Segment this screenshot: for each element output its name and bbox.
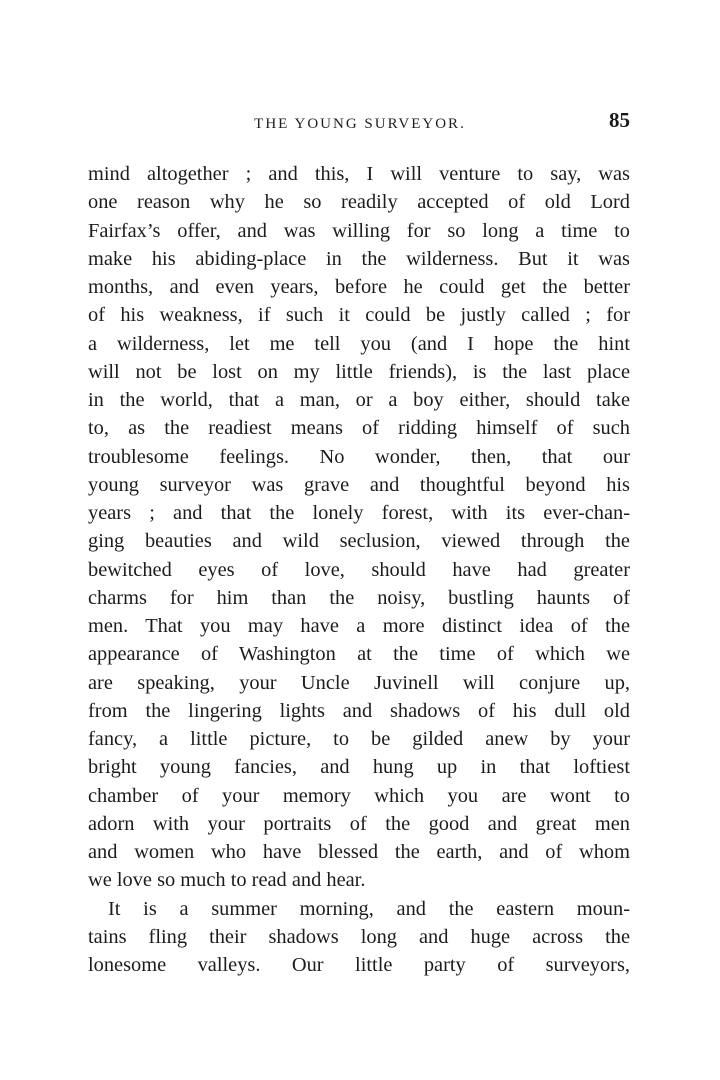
text-line: appearance of Washington at the time of which we xyxy=(88,643,630,666)
text-line: and women who have blessed the earth, and of whom xyxy=(88,841,630,863)
text-line: bright young fancies, and hung up in that loftiest xyxy=(88,756,630,779)
page-number: 85 xyxy=(609,108,630,132)
text-line: bewitched eyes of love, should have had greater xyxy=(88,558,630,581)
running-title: THE YOUNG SURVEYOR. xyxy=(254,116,466,132)
text-line: men. That you may have a more distinct idea of the xyxy=(88,615,630,637)
text-line: of his weakness, if such it could be justly called ; for xyxy=(88,304,630,327)
running-head xyxy=(88,108,632,138)
text-line: charms for him than the noisy, bustling haunts of xyxy=(88,586,630,609)
text-line: from the lingering lights and shadows of his dull old xyxy=(88,699,630,722)
text-line: make his abiding-place in the wilderness. But it was xyxy=(88,247,630,270)
text-line: tains fling their shadows long and huge across the xyxy=(88,925,630,948)
text-line: mind altogether ; and this, I will venture to say, was xyxy=(88,163,630,185)
text-line: chamber of your memory which you are wont to xyxy=(88,784,630,807)
text-line: adorn with your portraits of the good and great men xyxy=(88,812,630,835)
text-line: young surveyor was grave and thoughtful beyond his xyxy=(88,473,630,496)
text-line: we love so much to read and hear. xyxy=(88,869,366,892)
text-line: a wilderness, let me tell you (and I hope the hint xyxy=(88,332,630,355)
text-line: one reason why he so readily accepted of old Lord xyxy=(88,191,630,214)
text-line: Fairfax’s offer, and was willing for so long a time to xyxy=(88,219,630,242)
text-line: are speaking, your Uncle Juvinell will conjure up, xyxy=(88,671,630,694)
text-line: will not be lost on my little friends), is the last place xyxy=(88,360,630,383)
text-line: months, and even years, before he could get the better xyxy=(88,276,630,298)
text-line: years ; and that the lonely forest, with its ever-chan- xyxy=(88,502,630,524)
text-line: fancy, a little picture, to be gilded anew by your xyxy=(88,728,630,750)
text-line: in the world, that a man, or a boy either, should take xyxy=(88,389,630,411)
text-line: lonesome valleys. Our little party of surveyors, xyxy=(88,954,630,976)
text-line: It is a summer morning, and the eastern moun- xyxy=(108,897,630,920)
text-line: troublesome feelings. No wonder, then, that our xyxy=(88,445,630,468)
text-line: to, as the readiest means of ridding himself of such xyxy=(88,417,630,440)
text-line: ging beauties and wild seclusion, viewed through the xyxy=(88,530,630,553)
body-text xyxy=(88,160,630,979)
